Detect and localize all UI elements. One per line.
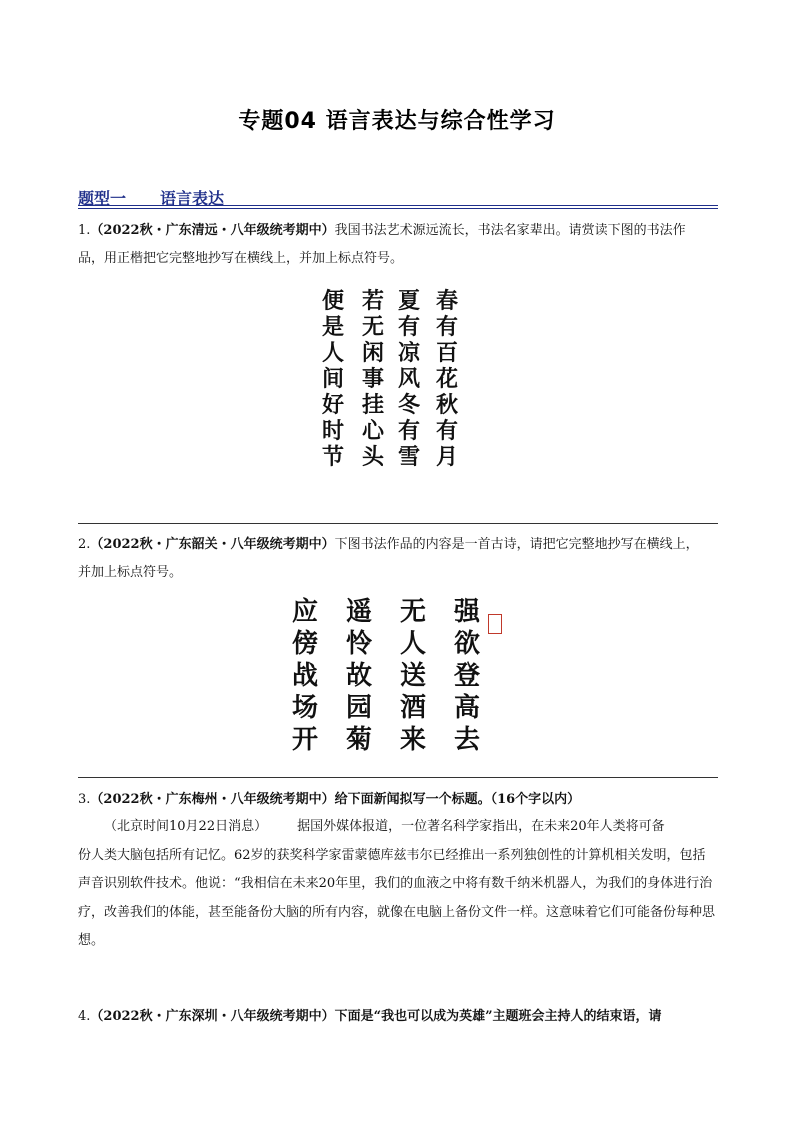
calligraphy-character: 冬 xyxy=(398,392,421,418)
section-rule-thick xyxy=(78,205,718,206)
calligraphy-character: 开 xyxy=(292,725,319,755)
answer-line[interactable] xyxy=(78,777,718,778)
question-number: 3. xyxy=(78,792,91,807)
question-prompt: 给下面新闻拟写一个标题。（16个字以内） xyxy=(334,792,581,807)
question-text-cont: 并加上标点符号。 xyxy=(78,565,183,580)
calligraphy-column xyxy=(346,596,372,756)
calligraphy-column xyxy=(398,288,420,470)
calligraphy-character: 怜 xyxy=(346,629,373,659)
calligraphy-character: 若 xyxy=(362,288,385,314)
news-passage xyxy=(78,813,718,956)
question-source: （2022秋・广东深圳・八年级统考期中） xyxy=(90,1009,335,1024)
question-2 xyxy=(78,531,718,587)
question-text-cont: 品，用正楷把它完整地抄写在横线上，并加上标点符号。 xyxy=(78,251,404,266)
calligraphy-character: 傍 xyxy=(292,629,319,659)
question-3 xyxy=(78,786,718,814)
calligraphy-character: 人 xyxy=(322,340,345,366)
calligraphy-character: 无 xyxy=(362,314,385,340)
calligraphy-character: 场 xyxy=(292,693,319,723)
calligraphy-character: 春 xyxy=(436,288,459,314)
question-number: 1. xyxy=(78,223,91,238)
calligraphy-character: 故 xyxy=(346,661,373,691)
calligraphy-column xyxy=(362,288,384,470)
calligraphy-character: 来 xyxy=(400,725,427,755)
question-4 xyxy=(78,1003,718,1031)
calligraphy-character: 雪 xyxy=(398,444,421,470)
calligraphy-character: 挂 xyxy=(362,392,385,418)
calligraphy-character: 应 xyxy=(292,597,319,627)
calligraphy-character: 有 xyxy=(436,314,459,340)
question-source: （2022秋・广东清远・八年级统考期中） xyxy=(90,223,335,238)
calligraphy-character: 秋 xyxy=(436,392,459,418)
calligraphy-character: 无 xyxy=(400,597,427,627)
calligraphy-character: 是 xyxy=(322,314,345,340)
question-1 xyxy=(78,217,718,273)
calligraphy-character: 花 xyxy=(436,366,459,392)
calligraphy-character: 间 xyxy=(322,366,345,392)
calligraphy-character: 便 xyxy=(322,288,345,314)
section-label: 题型一 xyxy=(78,189,127,208)
calligraphy-character: 夏 xyxy=(398,288,421,314)
calligraphy-column xyxy=(292,596,318,756)
question-text: 下图书法作品的内容是一首古诗，请把它完整地抄写在横线上， xyxy=(334,537,699,552)
calligraphy-character: 事 xyxy=(362,366,385,392)
red-seal-stamp xyxy=(488,614,502,634)
calligraphy-character: 时 xyxy=(322,418,345,444)
calligraphy-character: 遥 xyxy=(346,597,373,627)
calligraphy-column xyxy=(400,596,426,756)
question-text: 我国书法艺术源远流长，书法名家辈出。请赏读下图的书法作 xyxy=(334,223,686,238)
calligraphy-character: 送 xyxy=(400,661,427,691)
calligraphy-character: 有 xyxy=(398,418,421,444)
calligraphy-column xyxy=(322,288,344,470)
calligraphy-character: 酒 xyxy=(400,693,427,723)
question-source: （2022秋・广东韶关・八年级统考期中） xyxy=(90,537,335,552)
calligraphy-character: 百 xyxy=(436,340,459,366)
section-rule-thin xyxy=(78,208,718,209)
news-dateline: （北京时间10月22日消息） xyxy=(104,819,268,834)
page-title: 专题04 语言表达与综合性学习 xyxy=(238,109,556,134)
calligraphy-character: 人 xyxy=(400,629,427,659)
calligraphy-character: 登 xyxy=(454,661,481,691)
calligraphy-character: 高 xyxy=(454,693,481,723)
news-body-first: 据国外媒体报道，一位著名科学家指出，在未来20年人类将可备 xyxy=(297,819,665,834)
calligraphy-artwork-1 xyxy=(316,288,476,478)
calligraphy-character: 有 xyxy=(398,314,421,340)
calligraphy-column xyxy=(436,288,458,470)
calligraphy-character: 菊 xyxy=(346,725,373,755)
calligraphy-character: 强 xyxy=(454,597,481,627)
calligraphy-character: 去 xyxy=(454,725,481,755)
calligraphy-character: 节 xyxy=(322,444,345,470)
calligraphy-column xyxy=(454,596,480,756)
calligraphy-character: 园 xyxy=(346,693,373,723)
calligraphy-character: 闲 xyxy=(362,340,385,366)
question-number: 2. xyxy=(78,537,91,552)
calligraphy-character: 风 xyxy=(398,366,421,392)
calligraphy-character: 头 xyxy=(362,444,385,470)
question-source: （2022秋・广东梅州・八年级统考期中） xyxy=(90,792,335,807)
section-name: 语言表达 xyxy=(160,189,225,208)
calligraphy-character: 月 xyxy=(436,444,459,470)
calligraphy-character: 心 xyxy=(362,418,385,444)
answer-line[interactable] xyxy=(78,523,718,524)
question-text: 下面是“我也可以成为英雄”主题班会主持人的结束语，请 xyxy=(334,1009,662,1024)
calligraphy-character: 有 xyxy=(436,418,459,444)
question-number: 4. xyxy=(78,1009,91,1024)
calligraphy-character: 好 xyxy=(322,392,345,418)
calligraphy-character: 战 xyxy=(292,661,319,691)
calligraphy-artwork-2 xyxy=(286,596,496,756)
calligraphy-character: 欲 xyxy=(454,629,481,659)
calligraphy-character: 凉 xyxy=(398,340,421,366)
news-body: 份人类大脑包括所有记忆。62岁的获奖科学家雷蒙德库兹韦尔已经推出一系列独创性的计算机相关发明，包括声音识别软件技术。他说：“我相信在未来20年里，我们的血液之中将有数千纳米机器人，为我们的身体进行治疗，改善我们的体能，甚至能备份大脑的所有内容，就像在电脑上备份文件一样。这意味着它们可能备份每种思想。 xyxy=(78,847,716,948)
